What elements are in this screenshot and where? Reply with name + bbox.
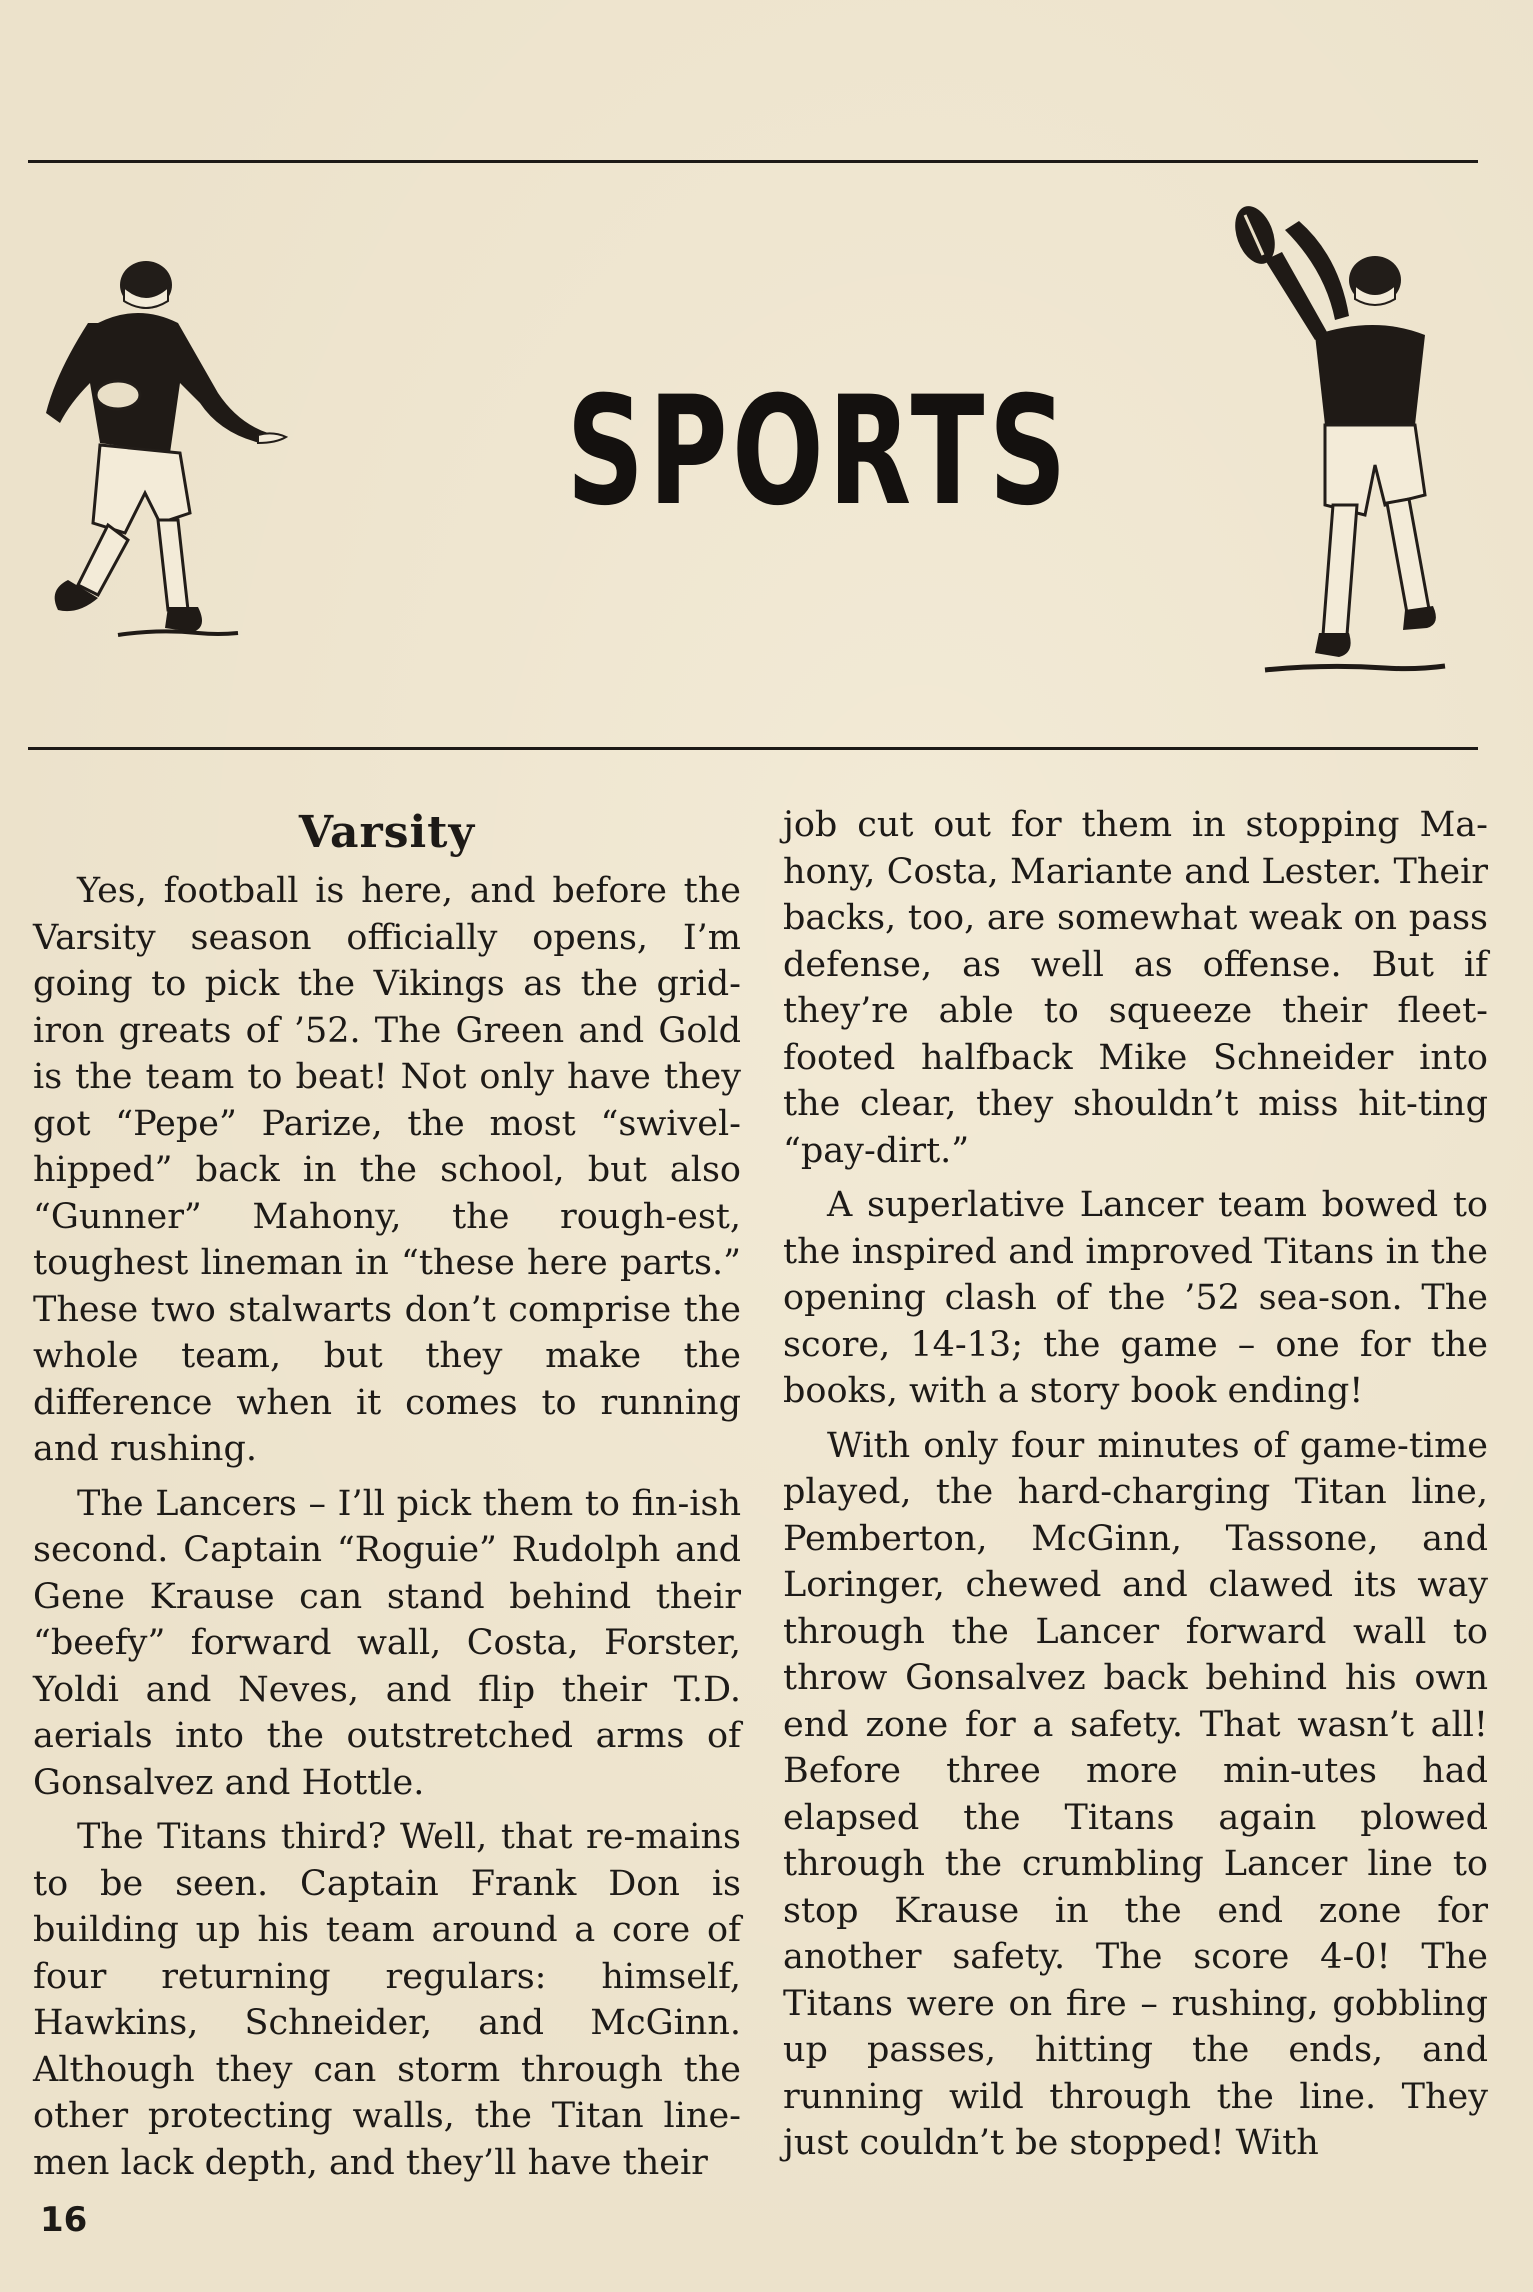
paragraph: Yes, football is here, and before the Varsity season officially opens, I’m going to pick the Vikings as the grid-iron greats of ’52. The Green and Gold is the team to beat! Not only have they got “Pepe” Parize, the most “swivel-hipped” back in the school, but also “Gunner” Mahony, the rough-est, toughest lineman in “these here parts.” These two stalwarts don’t comprise the whole team, but they make the difference when it comes to running and rushing. xyxy=(33,871,741,1469)
article-heading: Varsity xyxy=(298,807,476,858)
paragraph: The Titans third? Well, that re-mains to be seen. Captain Frank Don is building up his team around a core of four returning regulars: himself, Hawkins, Schneider, and McGinn. Although they can storm through the other protecting walls, the Titan line-men lack depth, and they’ll have their xyxy=(33,1817,741,2183)
football-player-catching-icon xyxy=(1215,185,1465,725)
paragraph: With only four minutes of game-time played, the hard-charging Titan line, Pemberton, McGinn, Tassone, and Loringer, chewed and clawed its way through the Lancer forward wall to throw Gonsalvez back behind his own end zone for a safety. That wasn’t all! Before three more min-utes had elapsed the Titans again plowed through the crumbling Lancer line to stop Krause in the end zone for another safety. The score 4-0! The Titans were on fire – rushing, gobbling up passes, hitting the ends, and running wild through the line. They just couldn’t be stopped! With xyxy=(783,1425,1488,2163)
football-player-running-icon xyxy=(28,235,308,685)
bottom-rule xyxy=(28,747,1478,750)
paragraph: The Lancers – I’ll pick them to fin-ish second. Captain “Roguie” Rudolph and Gene Krause can stand behind their “beefy” forward wall, Costa, Forster, Yoldi and Neves, and flip their T.D. aerials into the outstretched arms of Gonsalvez and Hottle. xyxy=(33,1483,741,1803)
paragraph: job cut out for them in stopping Ma-hony, Costa, Mariante and Lester. Their backs, too, are somewhat weak on pass defense, as well as offense. But if they’re able to squeeze their fleet-footed halfback Mike Schneider into the clear, they shouldn’t miss hit-ting “pay-dirt.” xyxy=(783,805,1488,1171)
section-title: SPORTS xyxy=(566,365,1071,539)
top-rule xyxy=(28,160,1478,163)
paragraph: A superlative Lancer team bowed to the inspired and improved Titans in the opening clash of the ’52 sea-son. The score, 14-13; the game – one for the books, with a story book ending! xyxy=(783,1185,1488,1411)
left-column xyxy=(33,780,741,2194)
right-column xyxy=(783,802,1488,2175)
page-number: 16 xyxy=(40,2200,88,2240)
